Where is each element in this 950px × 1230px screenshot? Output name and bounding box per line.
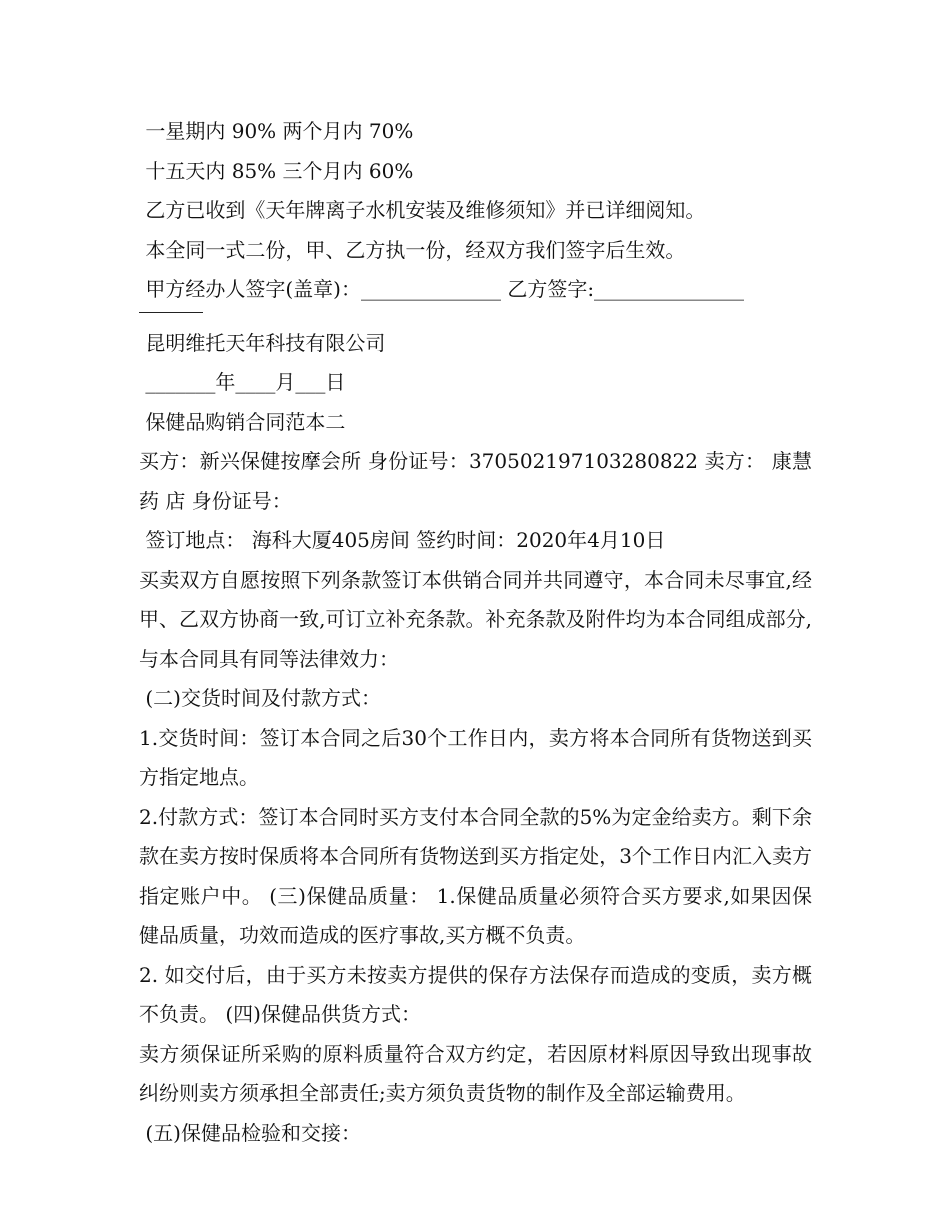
manual-received-line: 乙方已收到《天年牌离子水机安装及维修须知》并已详细阅知。 bbox=[139, 198, 706, 222]
preamble-paragraph: 买卖双方自愿按照下列条款签订本供销合同并共同遵守，本合同未尽事宜,经甲、乙双方协商一致,可订立补充条款。补充条款及附件均为本合同组成部分,与本合同具有同等法律效力： bbox=[139, 567, 812, 671]
supply-paragraph: 卖方须保证所采购的原料质量符合双方约定，若因原材料原因导致出现事故纠纷则卖方须承担全部责任;卖方须负责货物的制作及全部运输费用。 bbox=[139, 1041, 812, 1105]
signing-place-time: 签订地点： 海科大厦405房间 签约时间：2020年4月10日 bbox=[139, 528, 666, 552]
discount-row-2: 十五天内 85% 三个月内 60% bbox=[139, 158, 414, 183]
storage-paragraph: 2. 如交付后，由于买方未按卖方提供的保存方法保存而造成的变质，卖方概不负责。 (四)保健品供货方式： bbox=[139, 962, 812, 1026]
signature-underline-continuation bbox=[139, 310, 812, 324]
section-5-heading: (五)保健品检验和交接： bbox=[139, 1120, 361, 1145]
discount-row-1: 一星期内 90% 两个月内 70% bbox=[139, 119, 414, 143]
company-name: 昆明维托天年科技有限公司 bbox=[139, 330, 386, 355]
payment-paragraph: 2.付款方式：签订本合同时买方支付本合同全款的5%为定金给卖方。剩下余款在卖方按时保质将本合同所有货物送到买方指定处，3个工作日内汇入卖方指定账户中。 (三)保健品质量： 1.保健品质量必须符合买方要求,如果因保健品质量，功效而造成的医疗事故,买方概不负责。 bbox=[139, 804, 812, 947]
copies-clause-line: 本全同一式二份，甲、乙方执一份，经双方我们签字后生效。 bbox=[139, 237, 686, 262]
section-2-heading: (二)交货时间及付款方式： bbox=[139, 686, 381, 710]
parties-line: 买方：新兴保健按摩会所 身份证号：370502197103280822 卖方： 康慧 药 店 身份证号： bbox=[139, 449, 812, 513]
signature-line: 甲方经办人签字(盖章)：______________ 乙方签字:_______________ bbox=[139, 277, 745, 301]
date-blank-line: _______年____月___日 bbox=[139, 370, 346, 394]
document-page bbox=[139, 112, 812, 1153]
delivery-time-paragraph: 1.交货时间：签订本合同之后30个工作日内，卖方将本合同所有货物送到买方指定地点。 bbox=[139, 725, 812, 789]
contract-title: 保健品购销合同范本二 bbox=[139, 409, 346, 434]
